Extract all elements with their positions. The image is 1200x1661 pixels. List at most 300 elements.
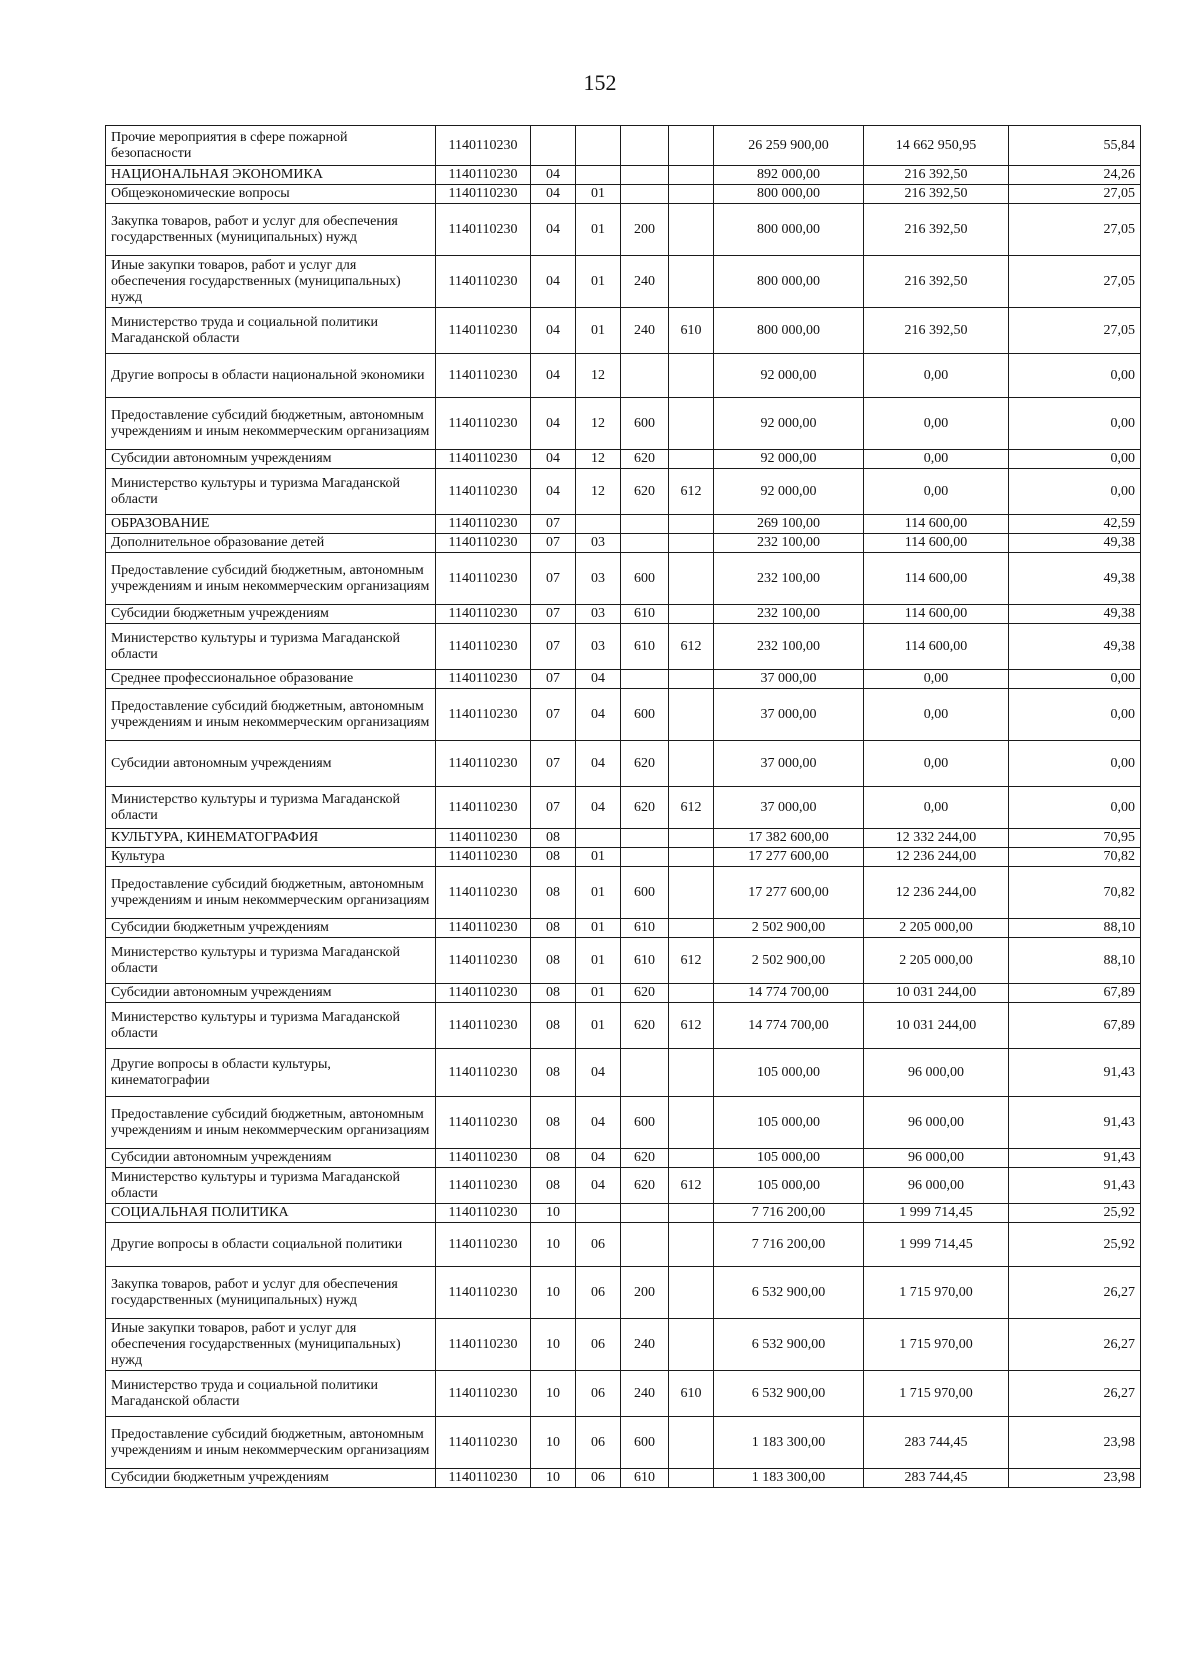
row-name: Предоставление субсидий бюджетным, автономным учреждениям и иным некоммерческим организациям bbox=[106, 867, 436, 919]
row-percent: 27,05 bbox=[1009, 185, 1141, 204]
row-admin-code bbox=[669, 1469, 714, 1488]
row-name: Другие вопросы в области культуры, кинематографии bbox=[106, 1049, 436, 1097]
row-percent: 0,00 bbox=[1009, 689, 1141, 741]
row-code: 1140110230 bbox=[436, 398, 531, 450]
row-section: 04 bbox=[531, 166, 576, 185]
row-planned: 17 277 600,00 bbox=[714, 867, 864, 919]
row-percent: 0,00 bbox=[1009, 670, 1141, 689]
row-actual: 0,00 bbox=[864, 398, 1009, 450]
row-section: 04 bbox=[531, 398, 576, 450]
row-expense-type bbox=[621, 848, 669, 867]
row-name: Закупка товаров, работ и услуг для обеспечения государственных (муниципальных) нужд bbox=[106, 1267, 436, 1319]
row-name: Министерство культуры и туризма Магаданской области bbox=[106, 624, 436, 670]
row-actual: 216 392,50 bbox=[864, 256, 1009, 308]
table-row bbox=[106, 515, 1141, 534]
row-name: Министерство культуры и туризма Магаданской области bbox=[106, 1168, 436, 1204]
row-code: 1140110230 bbox=[436, 553, 531, 605]
row-subsection: 06 bbox=[576, 1223, 621, 1267]
row-code: 1140110230 bbox=[436, 1469, 531, 1488]
row-subsection: 01 bbox=[576, 919, 621, 938]
row-actual: 1 715 970,00 bbox=[864, 1371, 1009, 1417]
row-actual: 0,00 bbox=[864, 689, 1009, 741]
row-percent: 0,00 bbox=[1009, 398, 1141, 450]
row-percent: 23,98 bbox=[1009, 1417, 1141, 1469]
row-actual: 0,00 bbox=[864, 787, 1009, 829]
row-percent: 25,92 bbox=[1009, 1223, 1141, 1267]
row-code: 1140110230 bbox=[436, 126, 531, 166]
row-name: Общеэкономические вопросы bbox=[106, 185, 436, 204]
row-section: 04 bbox=[531, 354, 576, 398]
row-actual: 216 392,50 bbox=[864, 166, 1009, 185]
row-code: 1140110230 bbox=[436, 787, 531, 829]
row-actual: 96 000,00 bbox=[864, 1049, 1009, 1097]
row-subsection: 03 bbox=[576, 553, 621, 605]
row-expense-type bbox=[621, 515, 669, 534]
row-actual: 216 392,50 bbox=[864, 185, 1009, 204]
row-name: Субсидии автономным учреждениям bbox=[106, 984, 436, 1003]
row-admin-code bbox=[669, 126, 714, 166]
row-admin-code: 612 bbox=[669, 938, 714, 984]
row-subsection bbox=[576, 166, 621, 185]
table-row bbox=[106, 919, 1141, 938]
row-section: 07 bbox=[531, 689, 576, 741]
row-name: Министерство культуры и туризма Магаданской области bbox=[106, 787, 436, 829]
table-row bbox=[106, 534, 1141, 553]
row-planned: 800 000,00 bbox=[714, 204, 864, 256]
row-admin-code bbox=[669, 398, 714, 450]
row-subsection: 04 bbox=[576, 741, 621, 787]
row-name: СОЦИАЛЬНАЯ ПОЛИТИКА bbox=[106, 1204, 436, 1223]
row-subsection: 03 bbox=[576, 534, 621, 553]
row-admin-code: 612 bbox=[669, 624, 714, 670]
row-percent: 70,82 bbox=[1009, 867, 1141, 919]
row-planned: 1 183 300,00 bbox=[714, 1469, 864, 1488]
row-expense-type: 610 bbox=[621, 919, 669, 938]
row-section: 08 bbox=[531, 1149, 576, 1168]
row-name: НАЦИОНАЛЬНАЯ ЭКОНОМИКА bbox=[106, 166, 436, 185]
row-code: 1140110230 bbox=[436, 1267, 531, 1319]
row-admin-code bbox=[669, 1149, 714, 1168]
row-section: 04 bbox=[531, 204, 576, 256]
row-admin-code: 612 bbox=[669, 1168, 714, 1204]
row-percent: 23,98 bbox=[1009, 1469, 1141, 1488]
row-section: 04 bbox=[531, 450, 576, 469]
row-name: Субсидии бюджетным учреждениям bbox=[106, 605, 436, 624]
row-expense-type bbox=[621, 534, 669, 553]
row-planned: 232 100,00 bbox=[714, 605, 864, 624]
row-admin-code bbox=[669, 534, 714, 553]
row-section bbox=[531, 126, 576, 166]
row-percent: 25,92 bbox=[1009, 1204, 1141, 1223]
table-row bbox=[106, 848, 1141, 867]
table-row bbox=[106, 204, 1141, 256]
row-planned: 6 532 900,00 bbox=[714, 1319, 864, 1371]
row-expense-type: 620 bbox=[621, 469, 669, 515]
row-percent: 49,38 bbox=[1009, 553, 1141, 605]
row-expense-type bbox=[621, 1049, 669, 1097]
row-actual: 216 392,50 bbox=[864, 308, 1009, 354]
table-row bbox=[106, 867, 1141, 919]
row-section: 07 bbox=[531, 741, 576, 787]
row-actual: 114 600,00 bbox=[864, 534, 1009, 553]
row-section: 08 bbox=[531, 938, 576, 984]
row-expense-type: 600 bbox=[621, 867, 669, 919]
row-section: 07 bbox=[531, 605, 576, 624]
row-name: Субсидии бюджетным учреждениям bbox=[106, 1469, 436, 1488]
row-name: Предоставление субсидий бюджетным, автономным учреждениям и иным некоммерческим организациям bbox=[106, 1097, 436, 1149]
row-subsection: 01 bbox=[576, 938, 621, 984]
row-name: Прочие мероприятия в сфере пожарной безопасности bbox=[106, 126, 436, 166]
row-actual: 12 236 244,00 bbox=[864, 867, 1009, 919]
row-planned: 269 100,00 bbox=[714, 515, 864, 534]
row-code: 1140110230 bbox=[436, 670, 531, 689]
row-section: 07 bbox=[531, 553, 576, 605]
row-code: 1140110230 bbox=[436, 204, 531, 256]
row-code: 1140110230 bbox=[436, 848, 531, 867]
table-row bbox=[106, 1223, 1141, 1267]
row-expense-type: 240 bbox=[621, 1319, 669, 1371]
row-name: Иные закупки товаров, работ и услуг для обеспечения государственных (муниципальных) нужд bbox=[106, 256, 436, 308]
row-actual: 10 031 244,00 bbox=[864, 984, 1009, 1003]
row-planned: 2 502 900,00 bbox=[714, 938, 864, 984]
row-subsection bbox=[576, 126, 621, 166]
row-actual: 2 205 000,00 bbox=[864, 938, 1009, 984]
row-admin-code bbox=[669, 867, 714, 919]
table-row bbox=[106, 829, 1141, 848]
row-planned: 232 100,00 bbox=[714, 624, 864, 670]
row-admin-code bbox=[669, 848, 714, 867]
row-actual: 14 662 950,95 bbox=[864, 126, 1009, 166]
row-actual: 114 600,00 bbox=[864, 624, 1009, 670]
row-expense-type: 600 bbox=[621, 553, 669, 605]
row-admin-code bbox=[669, 204, 714, 256]
row-subsection: 04 bbox=[576, 1049, 621, 1097]
row-expense-type bbox=[621, 829, 669, 848]
table-row bbox=[106, 1371, 1141, 1417]
row-actual: 114 600,00 bbox=[864, 553, 1009, 605]
row-percent: 27,05 bbox=[1009, 204, 1141, 256]
table-row bbox=[106, 787, 1141, 829]
row-name: ОБРАЗОВАНИЕ bbox=[106, 515, 436, 534]
row-planned: 6 532 900,00 bbox=[714, 1267, 864, 1319]
row-planned: 37 000,00 bbox=[714, 787, 864, 829]
row-section: 08 bbox=[531, 1097, 576, 1149]
row-planned: 105 000,00 bbox=[714, 1149, 864, 1168]
row-admin-code bbox=[669, 829, 714, 848]
row-percent: 0,00 bbox=[1009, 354, 1141, 398]
table-row bbox=[106, 1049, 1141, 1097]
row-planned: 14 774 700,00 bbox=[714, 1003, 864, 1049]
row-actual: 0,00 bbox=[864, 741, 1009, 787]
row-planned: 232 100,00 bbox=[714, 553, 864, 605]
row-subsection: 06 bbox=[576, 1319, 621, 1371]
row-admin-code bbox=[669, 605, 714, 624]
table-row bbox=[106, 1319, 1141, 1371]
row-name: Дополнительное образование детей bbox=[106, 534, 436, 553]
row-code: 1140110230 bbox=[436, 829, 531, 848]
row-planned: 37 000,00 bbox=[714, 741, 864, 787]
row-planned: 105 000,00 bbox=[714, 1049, 864, 1097]
row-admin-code bbox=[669, 1417, 714, 1469]
row-expense-type: 600 bbox=[621, 689, 669, 741]
row-section: 08 bbox=[531, 867, 576, 919]
row-admin-code bbox=[669, 689, 714, 741]
row-name: Министерство культуры и туризма Магаданской области bbox=[106, 1003, 436, 1049]
row-section: 07 bbox=[531, 670, 576, 689]
row-code: 1140110230 bbox=[436, 469, 531, 515]
row-admin-code bbox=[669, 256, 714, 308]
row-name: Другие вопросы в области национальной экономики bbox=[106, 354, 436, 398]
table-row bbox=[106, 938, 1141, 984]
row-percent: 67,89 bbox=[1009, 984, 1141, 1003]
table-row bbox=[106, 553, 1141, 605]
row-percent: 91,43 bbox=[1009, 1149, 1141, 1168]
table-row bbox=[106, 605, 1141, 624]
row-admin-code bbox=[669, 354, 714, 398]
row-actual: 96 000,00 bbox=[864, 1149, 1009, 1168]
row-code: 1140110230 bbox=[436, 605, 531, 624]
row-name: Предоставление субсидий бюджетным, автономным учреждениям и иным некоммерческим организациям bbox=[106, 1417, 436, 1469]
row-code: 1140110230 bbox=[436, 534, 531, 553]
row-section: 08 bbox=[531, 1003, 576, 1049]
row-subsection: 01 bbox=[576, 1003, 621, 1049]
row-code: 1140110230 bbox=[436, 1049, 531, 1097]
row-code: 1140110230 bbox=[436, 256, 531, 308]
row-percent: 88,10 bbox=[1009, 919, 1141, 938]
row-admin-code bbox=[669, 185, 714, 204]
row-expense-type: 600 bbox=[621, 1097, 669, 1149]
row-name: Предоставление субсидий бюджетным, автономным учреждениям и иным некоммерческим организациям bbox=[106, 689, 436, 741]
row-planned: 92 000,00 bbox=[714, 398, 864, 450]
row-code: 1140110230 bbox=[436, 1417, 531, 1469]
table-row bbox=[106, 670, 1141, 689]
row-admin-code bbox=[669, 1049, 714, 1097]
row-subsection: 01 bbox=[576, 185, 621, 204]
table-row bbox=[106, 1149, 1141, 1168]
row-section: 10 bbox=[531, 1469, 576, 1488]
page-number: 152 bbox=[583, 70, 617, 95]
row-expense-type: 610 bbox=[621, 605, 669, 624]
row-actual: 216 392,50 bbox=[864, 204, 1009, 256]
table-body bbox=[106, 126, 1141, 1488]
row-percent: 27,05 bbox=[1009, 256, 1141, 308]
row-section: 10 bbox=[531, 1371, 576, 1417]
row-actual: 2 205 000,00 bbox=[864, 919, 1009, 938]
row-percent: 91,43 bbox=[1009, 1049, 1141, 1097]
row-section: 07 bbox=[531, 624, 576, 670]
row-planned: 92 000,00 bbox=[714, 450, 864, 469]
table-row bbox=[106, 1003, 1141, 1049]
row-code: 1140110230 bbox=[436, 1149, 531, 1168]
row-code: 1140110230 bbox=[436, 919, 531, 938]
row-code: 1140110230 bbox=[436, 1168, 531, 1204]
row-admin-code: 612 bbox=[669, 469, 714, 515]
row-name: Предоставление субсидий бюджетным, автономным учреждениям и иным некоммерческим организациям bbox=[106, 398, 436, 450]
row-actual: 1 999 714,45 bbox=[864, 1204, 1009, 1223]
row-subsection: 06 bbox=[576, 1267, 621, 1319]
row-admin-code: 612 bbox=[669, 787, 714, 829]
row-planned: 92 000,00 bbox=[714, 469, 864, 515]
row-planned: 800 000,00 bbox=[714, 308, 864, 354]
row-planned: 7 716 200,00 bbox=[714, 1223, 864, 1267]
table-row bbox=[106, 126, 1141, 166]
row-section: 08 bbox=[531, 829, 576, 848]
row-code: 1140110230 bbox=[436, 185, 531, 204]
row-planned: 37 000,00 bbox=[714, 670, 864, 689]
row-code: 1140110230 bbox=[436, 450, 531, 469]
row-actual: 114 600,00 bbox=[864, 605, 1009, 624]
row-code: 1140110230 bbox=[436, 938, 531, 984]
row-expense-type: 200 bbox=[621, 1267, 669, 1319]
row-subsection: 12 bbox=[576, 469, 621, 515]
row-percent: 27,05 bbox=[1009, 308, 1141, 354]
row-admin-code: 610 bbox=[669, 308, 714, 354]
row-code: 1140110230 bbox=[436, 689, 531, 741]
row-code: 1140110230 bbox=[436, 984, 531, 1003]
row-section: 04 bbox=[531, 185, 576, 204]
row-section: 10 bbox=[531, 1267, 576, 1319]
row-section: 07 bbox=[531, 515, 576, 534]
table-row bbox=[106, 185, 1141, 204]
row-expense-type: 620 bbox=[621, 1168, 669, 1204]
table-row bbox=[106, 1469, 1141, 1488]
row-subsection: 01 bbox=[576, 848, 621, 867]
row-name: Министерство труда и социальной политики Магаданской области bbox=[106, 308, 436, 354]
row-planned: 892 000,00 bbox=[714, 166, 864, 185]
row-subsection: 01 bbox=[576, 256, 621, 308]
row-subsection: 06 bbox=[576, 1469, 621, 1488]
row-admin-code bbox=[669, 515, 714, 534]
row-planned: 17 277 600,00 bbox=[714, 848, 864, 867]
row-actual: 1 715 970,00 bbox=[864, 1267, 1009, 1319]
budget-table bbox=[105, 125, 1141, 1488]
row-section: 10 bbox=[531, 1417, 576, 1469]
row-actual: 0,00 bbox=[864, 469, 1009, 515]
row-subsection: 01 bbox=[576, 984, 621, 1003]
row-actual: 10 031 244,00 bbox=[864, 1003, 1009, 1049]
row-admin-code bbox=[669, 1097, 714, 1149]
table-row bbox=[106, 1097, 1141, 1149]
row-code: 1140110230 bbox=[436, 1319, 531, 1371]
row-code: 1140110230 bbox=[436, 515, 531, 534]
row-percent: 24,26 bbox=[1009, 166, 1141, 185]
row-planned: 232 100,00 bbox=[714, 534, 864, 553]
row-expense-type bbox=[621, 185, 669, 204]
row-expense-type bbox=[621, 670, 669, 689]
row-subsection: 04 bbox=[576, 1097, 621, 1149]
row-percent: 26,27 bbox=[1009, 1319, 1141, 1371]
row-actual: 12 332 244,00 bbox=[864, 829, 1009, 848]
table-row bbox=[106, 1168, 1141, 1204]
table-row bbox=[106, 450, 1141, 469]
row-planned: 2 502 900,00 bbox=[714, 919, 864, 938]
row-planned: 6 532 900,00 bbox=[714, 1371, 864, 1417]
row-section: 04 bbox=[531, 308, 576, 354]
row-subsection: 01 bbox=[576, 308, 621, 354]
row-subsection: 06 bbox=[576, 1417, 621, 1469]
row-expense-type: 600 bbox=[621, 1417, 669, 1469]
row-planned: 14 774 700,00 bbox=[714, 984, 864, 1003]
row-admin-code bbox=[669, 919, 714, 938]
row-planned: 1 183 300,00 bbox=[714, 1417, 864, 1469]
row-planned: 17 382 600,00 bbox=[714, 829, 864, 848]
row-admin-code bbox=[669, 166, 714, 185]
row-section: 08 bbox=[531, 919, 576, 938]
row-code: 1140110230 bbox=[436, 741, 531, 787]
row-planned: 37 000,00 bbox=[714, 689, 864, 741]
table-row bbox=[106, 256, 1141, 308]
row-name: Закупка товаров, работ и услуг для обеспечения государственных (муниципальных) нужд bbox=[106, 204, 436, 256]
row-planned: 26 259 900,00 bbox=[714, 126, 864, 166]
row-code: 1140110230 bbox=[436, 166, 531, 185]
row-name: Министерство труда и социальной политики Магаданской области bbox=[106, 1371, 436, 1417]
row-admin-code bbox=[669, 670, 714, 689]
row-name: Министерство культуры и туризма Магаданской области bbox=[106, 938, 436, 984]
row-percent: 26,27 bbox=[1009, 1371, 1141, 1417]
row-code: 1140110230 bbox=[436, 1371, 531, 1417]
row-subsection: 06 bbox=[576, 1371, 621, 1417]
row-admin-code bbox=[669, 741, 714, 787]
row-subsection bbox=[576, 829, 621, 848]
row-section: 08 bbox=[531, 1168, 576, 1204]
row-name: Другие вопросы в области социальной политики bbox=[106, 1223, 436, 1267]
table-row bbox=[106, 1204, 1141, 1223]
table-row bbox=[106, 398, 1141, 450]
row-admin-code bbox=[669, 1319, 714, 1371]
row-planned: 105 000,00 bbox=[714, 1097, 864, 1149]
table-row bbox=[106, 741, 1141, 787]
row-expense-type bbox=[621, 354, 669, 398]
row-code: 1140110230 bbox=[436, 354, 531, 398]
row-expense-type: 610 bbox=[621, 938, 669, 984]
row-percent: 0,00 bbox=[1009, 450, 1141, 469]
row-expense-type: 610 bbox=[621, 624, 669, 670]
table-row bbox=[106, 689, 1141, 741]
row-subsection: 01 bbox=[576, 867, 621, 919]
row-expense-type bbox=[621, 1204, 669, 1223]
row-name: Субсидии автономным учреждениям bbox=[106, 450, 436, 469]
row-name: Среднее профессиональное образование bbox=[106, 670, 436, 689]
row-expense-type bbox=[621, 126, 669, 166]
row-percent: 0,00 bbox=[1009, 787, 1141, 829]
row-section: 04 bbox=[531, 469, 576, 515]
row-name: Предоставление субсидий бюджетным, автономным учреждениям и иным некоммерческим организациям bbox=[106, 553, 436, 605]
row-admin-code: 610 bbox=[669, 1371, 714, 1417]
row-actual: 0,00 bbox=[864, 670, 1009, 689]
row-percent: 91,43 bbox=[1009, 1168, 1141, 1204]
row-percent: 42,59 bbox=[1009, 515, 1141, 534]
row-subsection: 04 bbox=[576, 1149, 621, 1168]
row-expense-type: 620 bbox=[621, 450, 669, 469]
row-subsection: 12 bbox=[576, 354, 621, 398]
row-expense-type bbox=[621, 166, 669, 185]
row-planned: 92 000,00 bbox=[714, 354, 864, 398]
row-admin-code bbox=[669, 984, 714, 1003]
table-row bbox=[106, 166, 1141, 185]
row-percent: 88,10 bbox=[1009, 938, 1141, 984]
row-expense-type bbox=[621, 1223, 669, 1267]
row-section: 07 bbox=[531, 787, 576, 829]
row-actual: 1 999 714,45 bbox=[864, 1223, 1009, 1267]
row-code: 1140110230 bbox=[436, 1204, 531, 1223]
row-percent: 0,00 bbox=[1009, 741, 1141, 787]
row-subsection: 12 bbox=[576, 450, 621, 469]
row-section: 10 bbox=[531, 1204, 576, 1223]
row-actual: 96 000,00 bbox=[864, 1168, 1009, 1204]
row-code: 1140110230 bbox=[436, 1097, 531, 1149]
row-expense-type: 610 bbox=[621, 1469, 669, 1488]
row-name: КУЛЬТУРА, КИНЕМАТОГРАФИЯ bbox=[106, 829, 436, 848]
